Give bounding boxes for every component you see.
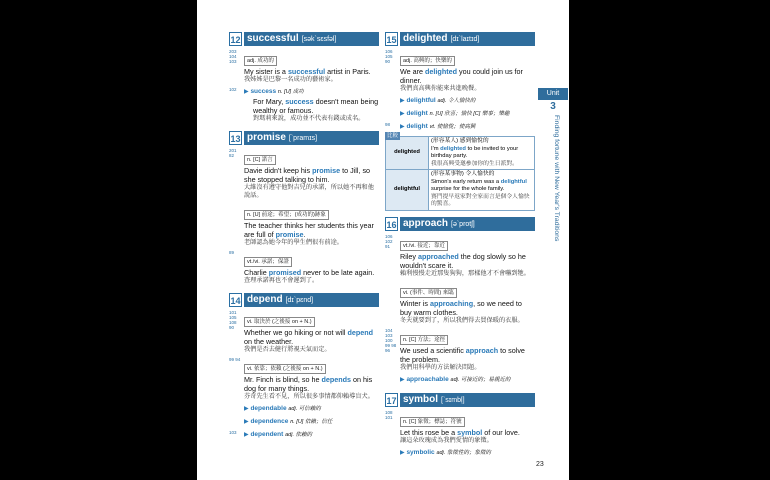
- part-of-speech: n. [C] 象徵；標誌；符號: [400, 417, 465, 427]
- entry-header: [385, 217, 535, 231]
- example-zh: 冬天就要到了，所以我們得去買保暖的衣服。: [400, 316, 524, 324]
- example-zh: 讓這朵玫瑰成為我們愛情的象徵。: [400, 436, 493, 444]
- exam-years: 203 104 103: [229, 49, 237, 64]
- page-number: 23: [536, 461, 544, 468]
- pronunciation: [dɪ`laɪtɪd]: [450, 36, 480, 43]
- compare-box: [385, 133, 535, 211]
- part-of-speech: adj. 高興的；快樂的: [400, 56, 455, 66]
- part-of-speech: n. [U] 前途；希望；(成功的)跡象: [244, 210, 329, 220]
- example-zh: 我們真高興你能來共進晚餐。: [400, 85, 481, 92]
- example-en: For Mary, success doesn't mean being wealthy or famous.: [253, 97, 379, 115]
- compare-row: [386, 170, 535, 211]
- entry-number: 17: [385, 393, 398, 407]
- arrow-icon: ▶: [400, 376, 405, 383]
- exam-years: 103: [229, 430, 237, 435]
- compare-tag: 比較: [387, 133, 399, 139]
- exam-years: 108 101: [385, 409, 393, 420]
- example-en: Mr. Finch is blind, so he depends on his dog for many things.: [244, 375, 373, 393]
- compare-detail: (形容某事物) 令人愉快的 Simon's early return was a delightful surprise for the whole family. 賽門提早返家對全家而言是個令人愉快的驚喜。: [429, 170, 535, 211]
- related-word: ▶ delight n. [U] 欣喜；愉快 [C] 樂事；樂趣: [400, 110, 510, 117]
- part-of-speech: adj. 成功的: [244, 56, 277, 66]
- example-zh: 賴利慢慢走近那隻狗狗，那樣他才不會嚇到牠。: [400, 269, 530, 277]
- related-word: ▶ approachable adj. 可接近的；易親近的: [400, 375, 511, 383]
- example-en: My sister is a successful artist in Paris.: [244, 67, 371, 76]
- headword: promise: [247, 132, 286, 143]
- entry-headword-bar: [244, 293, 379, 307]
- part-of-speech: vi. 依靠；依賴 (之後接 on + N.): [244, 364, 326, 374]
- entry-headword-bar: [244, 32, 379, 46]
- compare-word: delighted: [386, 137, 429, 170]
- compare-row: [386, 137, 535, 170]
- related-word: ▶ delightful adj. 令人愉快的: [400, 97, 476, 104]
- example-zh: 查理承諾再也不會遲到了。: [244, 277, 319, 284]
- related-word: ▶ dependable adj. 可信賴的: [244, 405, 321, 412]
- arrow-icon: ▶: [244, 406, 249, 412]
- pronunciation: [dɪ`pɛnd]: [285, 297, 314, 304]
- compare-detail: (形容某人) 感到愉悅的 I'm delighted to be invited to your birthday party. 我很高興受邀參加你的生日派對。: [429, 137, 535, 170]
- arrow-icon: ▶: [400, 111, 405, 117]
- arrow-icon: ▶: [400, 449, 405, 456]
- exam-years: 104 103 100 99 98 96: [385, 327, 397, 353]
- headword: successful: [247, 33, 299, 44]
- left-column: [229, 32, 379, 443]
- compare-word: delightful: [386, 170, 429, 211]
- arrow-icon: ▶: [244, 89, 249, 95]
- part-of-speech: vi. 取決於 (之後接 on + N.): [244, 317, 315, 327]
- sense: [229, 310, 379, 354]
- exam-years: 98: [385, 122, 391, 127]
- exam-years: 106 105 90: [385, 49, 393, 64]
- sense: [385, 281, 535, 325]
- related-word: 103 ▶ dependent adj. 依賴的: [229, 430, 313, 438]
- headword: approach: [403, 217, 449, 229]
- pronunciation: [`sɪmbl̩]: [441, 396, 465, 404]
- example-zh: 我們用科學的方法解決問題。: [400, 363, 481, 371]
- entry-headword-bar: [244, 131, 379, 145]
- headword: depend: [247, 294, 283, 305]
- example-en: The teacher thinks her students this year are full of promise.: [244, 221, 374, 239]
- exam-years: 201 82: [229, 148, 237, 158]
- pronunciation: [sək`sɛsfəl]: [301, 36, 337, 43]
- exam-years: 89: [229, 250, 235, 255]
- sense: [229, 203, 379, 247]
- entry-header: [229, 293, 379, 307]
- sense: [385, 234, 535, 278]
- part-of-speech: vt./vi. 接近；靠近: [400, 241, 448, 251]
- entry-number: 15: [385, 32, 398, 46]
- pronunciation: [ə`protʃ]: [451, 220, 475, 228]
- example-zh: 我們是否去健行將視天氣而定。: [244, 346, 331, 353]
- example-zh: 我姊姊是巴黎一名成功的藝術家。: [244, 76, 337, 83]
- example-en: Davie didn't keep his promise to Jill, so she stopped talking to him.: [244, 166, 371, 184]
- example-en: Charlie promised never to be late again.: [244, 268, 375, 277]
- compare-table: [385, 136, 535, 211]
- arrow-icon: ▶: [400, 98, 405, 104]
- dictionary-page: [197, 0, 569, 480]
- example-zh: 大維沒有遵守他對吉兒的承諾，所以她不再和他說話。: [244, 184, 374, 199]
- part-of-speech: n. [C] 諾言: [244, 155, 276, 165]
- entry-headword-bar: [400, 32, 535, 46]
- headword: symbol: [403, 393, 439, 405]
- entry-number: 13: [229, 131, 242, 145]
- entry-number: 12: [229, 32, 242, 46]
- entry-header: [385, 32, 535, 46]
- sense: [385, 49, 535, 93]
- sense: [229, 49, 379, 84]
- example-zh: 對瑪莉來說，成功並不代表有錢或成名。: [253, 115, 365, 122]
- sense: [385, 328, 535, 372]
- exam-years: 106 102 91: [385, 233, 393, 249]
- entry-number: 14: [229, 293, 242, 307]
- part-of-speech: vt./vi. 承諾；保證: [244, 257, 292, 267]
- sense: [229, 250, 379, 285]
- example-zh: 老師認為她今年的學生們很有前途。: [244, 239, 343, 246]
- related-word: ▶ symbolic adj. 象徵性的；象徵的: [400, 448, 491, 456]
- related-word: 98 ▶ delight vt. 使愉悅；使高興: [385, 122, 476, 130]
- entry-header: [229, 32, 379, 46]
- example-en: Let this rose be a symbol of our love.: [400, 427, 520, 437]
- exam-years: 99 94: [229, 357, 241, 362]
- unit-number: 3: [550, 101, 556, 112]
- arrow-icon: ▶: [400, 124, 405, 130]
- example-en: Whether we go hiking or not will depend on the weather.: [244, 328, 374, 346]
- entry-number: 16: [385, 217, 398, 231]
- entry-headword-bar: [400, 217, 535, 231]
- related-word: ▶ dependence n. [U] 依賴；信任: [244, 418, 333, 425]
- example-en: Riley approached the dog slowly so he wouldn't scare it.: [400, 251, 526, 270]
- entry-header: [385, 393, 535, 407]
- unit-tab: Unit: [538, 88, 568, 100]
- exam-years: 101 105 108 90: [229, 310, 237, 330]
- exam-years: 102: [229, 87, 237, 92]
- headword: delighted: [403, 33, 448, 44]
- example-en: We used a scientific approach to solve the problem.: [400, 345, 525, 364]
- sense: [229, 148, 379, 200]
- arrow-icon: ▶: [244, 432, 249, 438]
- entry-header: [229, 131, 379, 145]
- example-en: Winter is approaching, so we need to buy warm clothes.: [400, 298, 522, 317]
- right-column: [385, 32, 535, 461]
- example-zh: 芬奇先生看不見，所以很多事情都仰賴導盲犬。: [244, 393, 374, 400]
- pronunciation: [`pramɪs]: [288, 135, 318, 142]
- related-word: 102 ▶ success n. [U] 成功 For Mary, success doesn't mean being wealthy or famous. 對瑪莉來說，成功並不代表有錢或成名。: [229, 87, 379, 122]
- entry-headword-bar: [400, 393, 535, 407]
- unit-title: Finding fortune with New Year's Traditions: [553, 115, 560, 242]
- part-of-speech: vi. (事件、時間) 來臨: [400, 288, 457, 298]
- sense: [385, 410, 535, 445]
- arrow-icon: ▶: [244, 419, 249, 425]
- part-of-speech: n. [C] 方法；途徑: [400, 335, 448, 345]
- example-en: We are delighted you could join us for dinner.: [400, 67, 523, 85]
- sense: [229, 357, 379, 401]
